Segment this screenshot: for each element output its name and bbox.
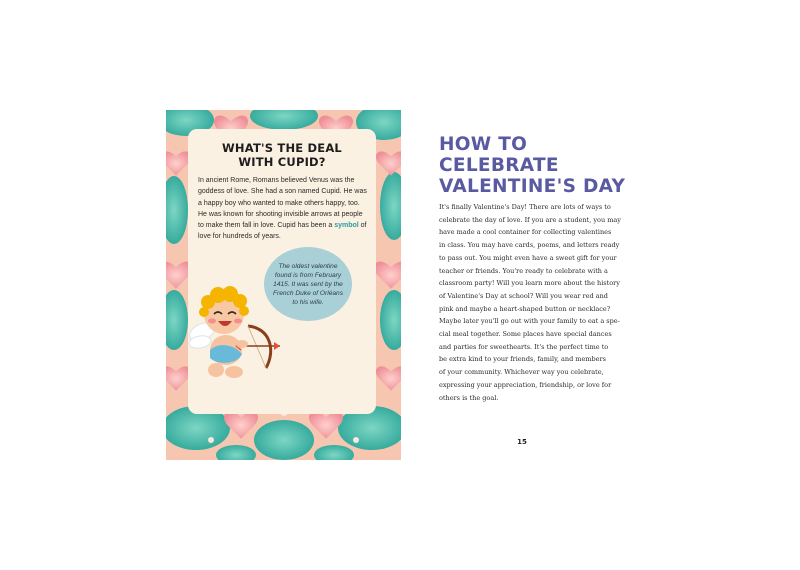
page-number: 15 bbox=[517, 438, 527, 446]
body-line: It's finally Valentine's Day! There are lots of ways to bbox=[439, 203, 611, 211]
body-line: in class. You may have cards, poems, and letters ready bbox=[439, 241, 620, 250]
cupid-illustration bbox=[188, 284, 288, 388]
page-heading bbox=[439, 134, 639, 197]
body-line: be extra kind to your friends, family, and members bbox=[439, 355, 606, 364]
body-line: of your community. Whichever way you celebrate, bbox=[439, 368, 604, 377]
body-line: others is the goal. bbox=[439, 393, 499, 402]
glossary-term-symbol[interactable]: symbol bbox=[334, 222, 359, 230]
body-line: cial meal together. Some places have special dances bbox=[439, 330, 612, 339]
card-title-line: WITH CUPID? bbox=[238, 155, 326, 169]
main-body-text bbox=[439, 201, 619, 404]
bubble-line: The oldest valentine bbox=[278, 263, 338, 270]
card-title-line: WHAT'S THE DEAL bbox=[222, 141, 342, 155]
body-line: to pass out. You might even have a sweet gift for your bbox=[439, 253, 617, 262]
bubble-line: 1415. It was sent by the bbox=[273, 281, 343, 288]
body-line: of Valentine's Day at school? Will you wear red and bbox=[439, 291, 608, 300]
bubble-line: found is from February bbox=[274, 272, 342, 279]
card-body-text bbox=[198, 175, 368, 243]
body-line: classroom party! Will you learn more about the history bbox=[439, 279, 620, 288]
body-line: pink and maybe a heart-shaped button or necklace? bbox=[439, 304, 611, 313]
heading-line: CELEBRATE bbox=[439, 155, 559, 176]
heading-line: HOW TO bbox=[439, 134, 528, 155]
body-line: and parties for sweethearts. It's the perfect time to bbox=[439, 342, 609, 351]
card-body-before: In ancient Rome, Romans believed Venus was the goddess of love. She had a son named Cupid. He was a happy boy who wanted to make others happy, too. He was known for shooting invisible arrows at people to make them fall in love. Cupid has been a bbox=[198, 177, 367, 230]
body-line: celebrate the day of love. If you are a student, you may bbox=[439, 215, 621, 224]
body-line: teacher or friends. You're ready to celebrate with a bbox=[439, 266, 608, 275]
card-body-after: of love for hundreds of years. bbox=[198, 222, 367, 241]
body-line: expressing your appreciation, friendship, or love for bbox=[439, 380, 612, 389]
body-line: have made a cool container for collecting valentines bbox=[439, 228, 612, 237]
card-title bbox=[188, 141, 376, 169]
bubble-line: French Duke of Orléans bbox=[273, 290, 343, 297]
body-line: Maybe later you'll go out with your family to eat a spe- bbox=[439, 317, 620, 326]
heading-line: VALENTINE'S DAY bbox=[439, 176, 626, 197]
bubble-line: to his wife. bbox=[292, 299, 324, 306]
